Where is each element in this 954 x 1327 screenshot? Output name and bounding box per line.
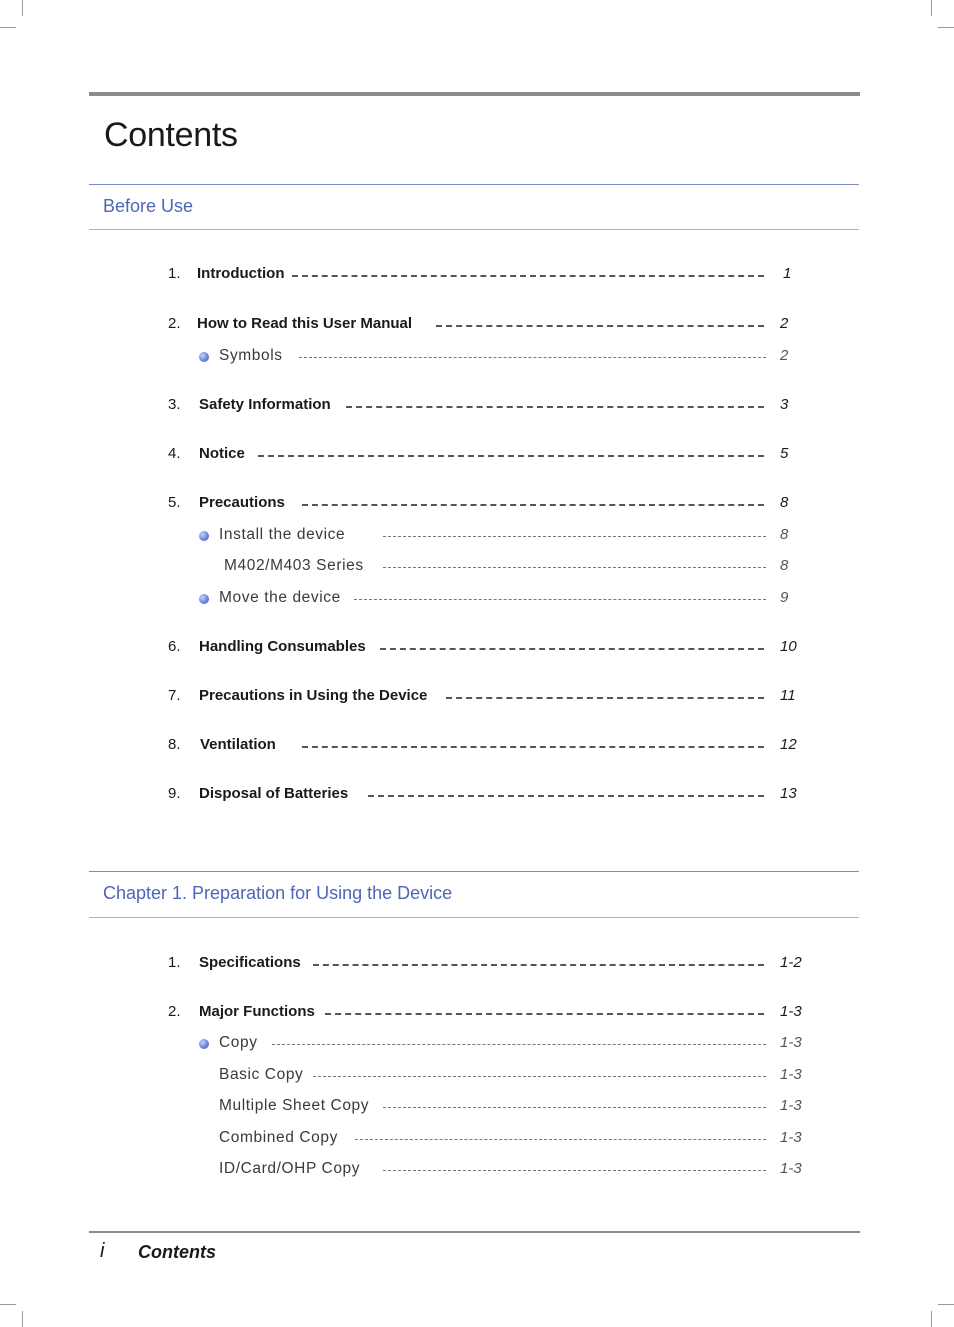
- entry-number: 3.: [168, 396, 181, 413]
- section-title-before-use: Before Use: [103, 196, 194, 216]
- crop-mark: [0, 1304, 16, 1305]
- toc-subentry[interactable]: [0, 346, 954, 368]
- entry-label: Precautions in Using the Device: [199, 687, 428, 704]
- dot-leader: [346, 406, 764, 408]
- blue-sphere-bullet-icon: [199, 352, 209, 362]
- entry-label: Symbols: [219, 347, 283, 364]
- entry-number: 2.: [168, 315, 181, 332]
- entry-page: 2: [780, 315, 789, 332]
- crop-mark: [0, 27, 16, 28]
- blue-sphere-bullet-icon: [199, 1039, 209, 1049]
- toc-subentry[interactable]: [0, 1033, 954, 1055]
- entry-label: Multiple Sheet Copy: [219, 1097, 370, 1114]
- toc-subentry[interactable]: [0, 588, 954, 610]
- entry-number: 6.: [168, 638, 181, 655]
- entry-number: 7.: [168, 687, 181, 704]
- dot-leader: [368, 795, 764, 797]
- entry-label: Handling Consumables: [199, 638, 366, 655]
- dot-leader: [299, 357, 766, 358]
- section-rule: [89, 184, 859, 185]
- toc-entry[interactable]: [0, 493, 954, 515]
- toc-entry[interactable]: [0, 637, 954, 659]
- entry-page: 3: [780, 396, 789, 413]
- footer-page-number: i: [100, 1240, 105, 1262]
- toc-subentry[interactable]: [0, 1096, 954, 1118]
- dot-leader: [383, 567, 766, 568]
- entry-page: 2: [780, 347, 789, 364]
- toc-entry[interactable]: [0, 314, 954, 336]
- entry-page: 1-2: [780, 954, 802, 971]
- toc-entry[interactable]: [0, 686, 954, 708]
- toc-subentry[interactable]: [0, 556, 954, 578]
- dot-leader: [302, 504, 764, 506]
- entry-page: 13: [780, 785, 797, 802]
- entry-page: 12: [780, 736, 797, 753]
- entry-number: 2.: [168, 1003, 181, 1020]
- entry-page: 8: [780, 557, 789, 574]
- section-title-chapter-1: Chapter 1. Preparation for Using the Device: [103, 883, 453, 903]
- crop-mark: [931, 1311, 932, 1327]
- crop-mark: [22, 0, 23, 16]
- dot-leader: [446, 697, 764, 699]
- entry-page: 8: [780, 526, 789, 543]
- entry-page: 11: [780, 687, 796, 704]
- toc-entry[interactable]: [0, 784, 954, 806]
- dot-leader: [302, 746, 764, 748]
- section-rule: [89, 917, 859, 918]
- dot-leader: [292, 275, 764, 277]
- crop-mark: [938, 27, 954, 28]
- entry-page: 1-3: [780, 1066, 802, 1083]
- dot-leader: [313, 1076, 766, 1077]
- toc-entry[interactable]: [0, 444, 954, 466]
- entry-page: 1: [783, 265, 792, 282]
- entry-label: Basic Copy: [219, 1066, 304, 1083]
- blue-sphere-bullet-icon: [199, 594, 209, 604]
- entry-page: 8: [780, 494, 789, 511]
- page-title: Contents: [104, 116, 238, 154]
- entry-label: Copy: [219, 1034, 258, 1051]
- entry-page: 10: [780, 638, 797, 655]
- dot-leader: [383, 1170, 766, 1171]
- dot-leader: [354, 599, 766, 600]
- entry-label: Notice: [199, 445, 245, 462]
- entry-page: 1-3: [780, 1097, 802, 1114]
- entry-page: 1-3: [780, 1129, 802, 1146]
- toc-subentry[interactable]: [0, 1065, 954, 1087]
- header-rule: [89, 92, 860, 96]
- dot-leader: [325, 1013, 764, 1015]
- dot-leader: [383, 536, 766, 537]
- section-rule: [89, 871, 859, 872]
- dot-leader: [258, 455, 764, 457]
- entry-number: 9.: [168, 785, 181, 802]
- entry-number: 1.: [168, 265, 181, 282]
- entry-number: 5.: [168, 494, 181, 511]
- toc-entry[interactable]: [0, 264, 954, 286]
- dot-leader: [313, 964, 764, 966]
- toc-entry[interactable]: [0, 735, 954, 757]
- crop-mark: [938, 1304, 954, 1305]
- entry-page: 5: [780, 445, 789, 462]
- footer-title: Contents: [138, 1242, 216, 1262]
- crop-mark: [22, 1311, 23, 1327]
- dot-leader: [272, 1044, 766, 1045]
- entry-label: Ventilation: [200, 736, 276, 753]
- dot-leader: [383, 1107, 766, 1108]
- dot-leader: [436, 325, 764, 327]
- footer-rule: [89, 1231, 860, 1233]
- entry-label: Introduction: [197, 265, 285, 282]
- entry-number: 8.: [168, 736, 181, 753]
- crop-mark: [931, 0, 932, 16]
- entry-label: M402/M403 Series: [224, 557, 364, 574]
- entry-page: 1-3: [780, 1003, 802, 1020]
- entry-number: 1.: [168, 954, 181, 971]
- entry-label: Disposal of Batteries: [199, 785, 349, 802]
- toc-entry[interactable]: [0, 395, 954, 417]
- entry-page: 1-3: [780, 1034, 802, 1051]
- entry-label: Move the device: [219, 589, 341, 606]
- toc-entry[interactable]: [0, 953, 954, 975]
- entry-label: Precautions: [199, 494, 285, 511]
- entry-label: Install the device: [219, 526, 346, 543]
- entry-label: ID/Card/OHP Copy: [219, 1160, 361, 1177]
- entry-page: 9: [780, 589, 789, 606]
- entry-number: 4.: [168, 445, 181, 462]
- blue-sphere-bullet-icon: [199, 531, 209, 541]
- dot-leader: [355, 1139, 766, 1140]
- toc-entry[interactable]: [0, 1002, 954, 1024]
- entry-page: 1-3: [780, 1160, 802, 1177]
- toc-subentry[interactable]: [0, 1128, 954, 1150]
- entry-label: Major Functions: [199, 1003, 315, 1020]
- dot-leader: [380, 648, 764, 650]
- entry-label: Safety Information: [199, 396, 331, 413]
- entry-label: Combined Copy: [219, 1129, 338, 1146]
- entry-label: How to Read this User Manual: [197, 315, 413, 332]
- toc-subentry[interactable]: [0, 525, 954, 547]
- entry-label: Specifications: [199, 954, 301, 971]
- section-rule: [89, 229, 859, 230]
- toc-subentry[interactable]: [0, 1159, 954, 1181]
